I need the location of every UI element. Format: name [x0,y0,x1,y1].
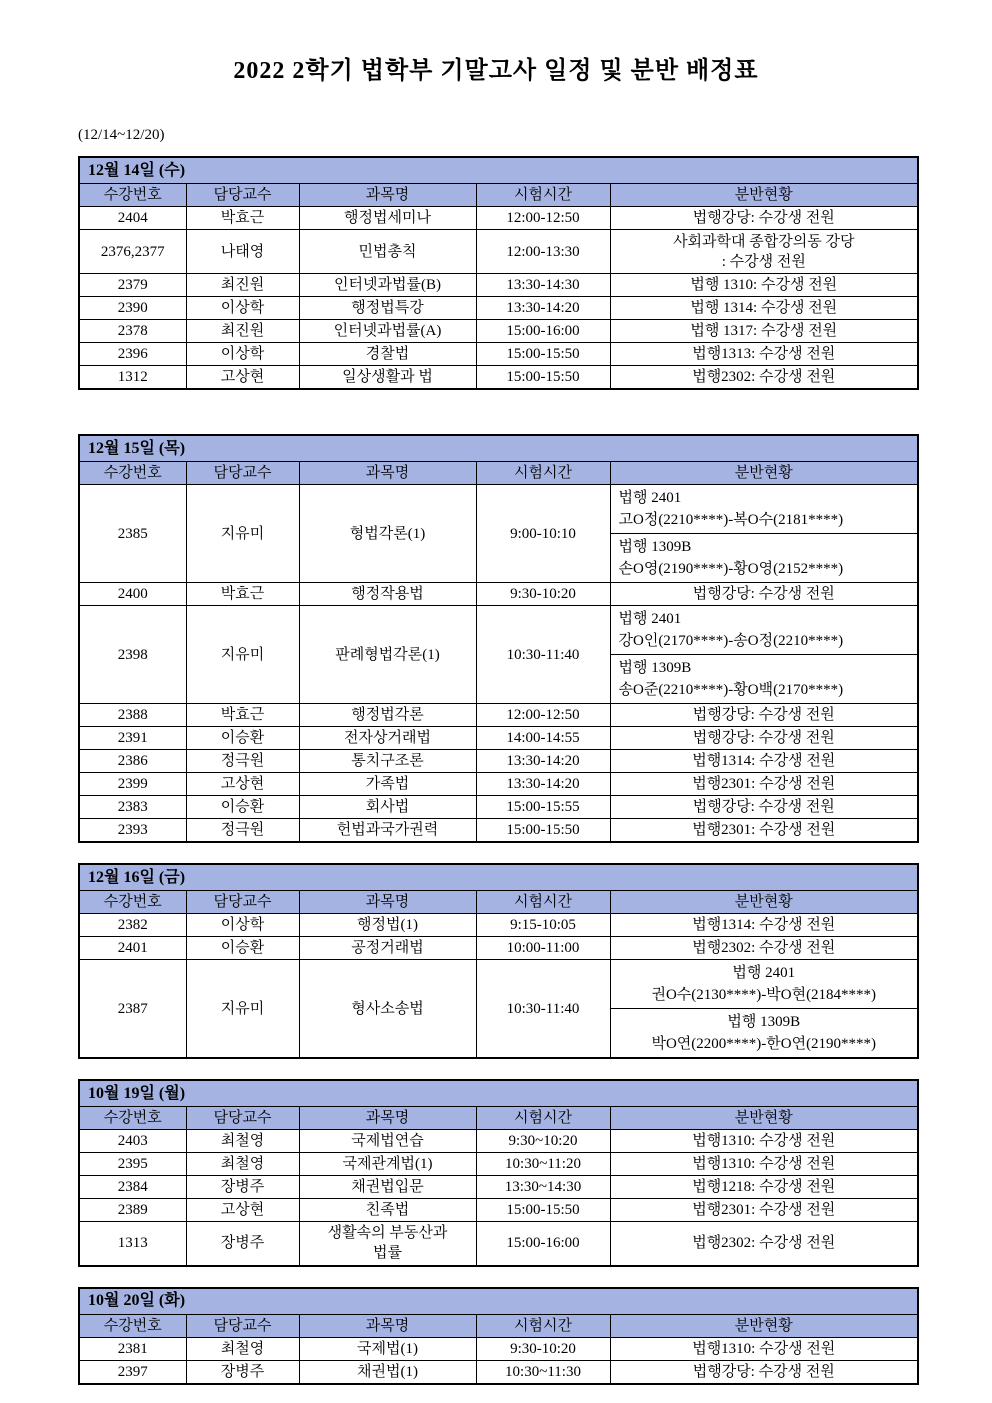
subject-line: 법률 [373,1245,402,1262]
cell-subject [299,1222,476,1266]
column-header-exam-time: 시험시간 [476,1314,610,1337]
column-header-subject: 과목명 [299,462,476,485]
cell-professor: 이상학 [186,343,299,366]
cell-assignment: 법행강당: 수강생 전원 [610,796,918,819]
date-header-cell: 12월 16일 (금) [79,864,918,891]
cell-professor: 최철영 [186,1130,299,1153]
cell-course-code: 2393 [79,819,186,843]
cell-exam-time: 10:30-11:40 [476,960,610,1059]
cell-course-code: 2386 [79,750,186,773]
column-header-assignment: 분반현황 [610,184,918,207]
table-row [79,914,918,937]
assignment-name-range: 고O정(2210****)-복O수(2181****) [618,512,844,529]
cell-exam-time: 9:00-10:10 [476,485,610,583]
assignment-name-range: 송O준(2210****)-황O백(2170****) [618,682,844,699]
exam-table-oct-19 [78,1079,919,1267]
cell-exam-time: 12:00-12:50 [476,207,610,230]
table-date-row [79,864,918,891]
column-header-course-code: 수강번호 [79,1107,186,1130]
assignment-room: 법행 2401 [618,489,682,506]
cell-assignment: 법행강당: 수강생 전원 [610,207,918,230]
cell-subject: 가족법 [299,773,476,796]
cell-assignment [610,606,918,704]
cell-assignment: 법행2301: 수강생 전원 [610,819,918,843]
cell-professor: 나태영 [186,230,299,274]
exam-table-dec-15 [78,434,919,843]
cell-exam-time: 15:00-16:00 [476,320,610,343]
cell-subject: 국제법(1) [299,1337,476,1360]
cell-subject: 국제법연습 [299,1130,476,1153]
cell-course-code: 2390 [79,297,186,320]
column-header-assignment: 분반현황 [610,1314,918,1337]
subject-line: 생활속의 부동산과 [327,1225,448,1242]
cell-professor: 이승환 [186,796,299,819]
cell-exam-time: 9:30-10:20 [476,583,610,606]
table-date-row [79,1288,918,1315]
cell-course-code: 1313 [79,1222,186,1266]
cell-exam-time: 15:00-15:50 [476,343,610,366]
cell-subject: 인터넷과법률(B) [299,274,476,297]
cell-assignment: 법행1314: 수강생 전원 [610,750,918,773]
table-row [79,796,918,819]
cell-subject: 헌법과국가권력 [299,819,476,843]
cell-course-code: 2379 [79,274,186,297]
cell-assignment: 법행 1317: 수강생 전원 [610,320,918,343]
cell-professor: 최철영 [186,1337,299,1360]
column-header-exam-time: 시험시간 [476,1107,610,1130]
cell-professor: 이상학 [186,914,299,937]
cell-professor: 장병주 [186,1176,299,1199]
cell-professor: 장병주 [186,1222,299,1266]
date-header-cell: 12월 14일 (수) [79,157,918,184]
table-date-row [79,1080,918,1107]
cell-assignment: 법행2302: 수강생 전원 [610,1222,918,1266]
column-header-professor: 담당교수 [186,462,299,485]
cell-assignment: 법행강당: 수강생 전원 [610,583,918,606]
table-row [79,274,918,297]
column-header-exam-time: 시험시간 [476,891,610,914]
column-header-assignment: 분반현황 [610,1107,918,1130]
column-header-course-code: 수강번호 [79,891,186,914]
assignment-room: 법행 1309B [618,538,692,555]
cell-professor: 장병주 [186,1360,299,1384]
cell-assignment [610,230,918,274]
table-row [79,1153,918,1176]
cell-professor: 박효근 [186,583,299,606]
column-header-row [79,1107,918,1130]
assignment-room: 법행 1309B [727,1013,801,1030]
cell-course-code: 2387 [79,960,186,1059]
table-row [79,1199,918,1222]
cell-assignment [610,485,918,583]
cell-subject: 채권법입문 [299,1176,476,1199]
cell-course-code: 1312 [79,366,186,390]
table-row [79,727,918,750]
column-header-subject: 과목명 [299,1107,476,1130]
table-row [79,1337,918,1360]
cell-subject: 판례형법각론(1) [299,606,476,704]
column-header-subject: 과목명 [299,891,476,914]
cell-exam-time: 12:00-12:50 [476,704,610,727]
cell-course-code: 2385 [79,485,186,583]
assignment-part [611,1008,918,1057]
cell-course-code: 2376,2377 [79,230,186,274]
assignment-name-range: 권O수(2130****)-박O현(2184****) [651,987,877,1004]
assignment-name-range: 강O인(2170****)-송O정(2210****) [618,633,844,650]
assignment-part [611,654,918,703]
column-header-exam-time: 시험시간 [476,462,610,485]
table-row [79,750,918,773]
cell-subject: 회사법 [299,796,476,819]
table-row [79,819,918,843]
table-row [79,230,918,274]
cell-professor: 지유미 [186,960,299,1059]
table-row [79,297,918,320]
cell-exam-time: 10:00-11:00 [476,937,610,960]
cell-course-code: 2403 [79,1130,186,1153]
cell-professor: 최진원 [186,320,299,343]
cell-exam-time: 14:00-14:55 [476,727,610,750]
assignment-part [611,606,918,654]
cell-professor: 이승환 [186,937,299,960]
cell-subject: 행정작용법 [299,583,476,606]
cell-exam-time: 13:30-14:20 [476,750,610,773]
cell-subject: 공정거래법 [299,937,476,960]
column-header-assignment: 분반현황 [610,462,918,485]
cell-exam-time: 15:00-15:50 [476,366,610,390]
cell-course-code: 2400 [79,583,186,606]
date-range: (12/14~12/20) [78,127,165,143]
column-header-row [79,462,918,485]
cell-exam-time: 10:30-11:40 [476,606,610,704]
cell-exam-time: 10:30~11:20 [476,1153,610,1176]
cell-exam-time: 13:30-14:20 [476,297,610,320]
cell-assignment: 법행1314: 수강생 전원 [610,914,918,937]
cell-course-code: 2382 [79,914,186,937]
column-header-row [79,1314,918,1337]
cell-assignment: 법행강당: 수강생 전원 [610,1360,918,1384]
table-row [79,937,918,960]
cell-course-code: 2396 [79,343,186,366]
table-row [79,1176,918,1199]
assignment-part [611,485,918,533]
cell-assignment: 법행 1314: 수강생 전원 [610,297,918,320]
exam-table-dec-16 [78,863,919,1059]
cell-course-code: 2401 [79,937,186,960]
exam-table-oct-20 [78,1287,919,1385]
table-date-row [79,435,918,462]
cell-assignment: 법행강당: 수강생 전원 [610,704,918,727]
cell-subject: 형사소송법 [299,960,476,1059]
cell-subject: 행정법(1) [299,914,476,937]
cell-assignment: 법행1310: 수강생 전원 [610,1130,918,1153]
cell-exam-time: 15:00-15:50 [476,819,610,843]
cell-subject: 친족법 [299,1199,476,1222]
table-row [79,606,918,704]
cell-professor: 박효근 [186,704,299,727]
cell-exam-time: 13:30-14:30 [476,274,610,297]
column-header-course-code: 수강번호 [79,462,186,485]
column-header-row [79,184,918,207]
table-row [79,1130,918,1153]
date-header-cell: 10월 19일 (월) [79,1080,918,1107]
cell-assignment: 법행2301: 수강생 전원 [610,773,918,796]
cell-course-code: 2381 [79,1337,186,1360]
column-header-professor: 담당교수 [186,1314,299,1337]
cell-professor: 최진원 [186,274,299,297]
table-row [79,343,918,366]
column-header-exam-time: 시험시간 [476,184,610,207]
cell-exam-time: 9:30~10:20 [476,1130,610,1153]
cell-subject: 경찰법 [299,343,476,366]
assignment-part [611,960,918,1008]
cell-professor: 이상학 [186,297,299,320]
assignment-room: 법행 2401 [618,610,682,627]
cell-exam-time: 9:30-10:20 [476,1337,610,1360]
cell-assignment: 법행2302: 수강생 전원 [610,937,918,960]
cell-professor: 지유미 [186,485,299,583]
cell-subject: 형법각론(1) [299,485,476,583]
column-header-professor: 담당교수 [186,1107,299,1130]
cell-course-code: 2384 [79,1176,186,1199]
table-row [79,1222,918,1266]
table-row [79,1360,918,1384]
cell-subject: 전자상거래법 [299,727,476,750]
cell-assignment: 법행강당: 수강생 전원 [610,727,918,750]
cell-subject: 행정법특강 [299,297,476,320]
cell-course-code: 2378 [79,320,186,343]
assignment-name-range: 손O영(2190****)-황O영(2152****) [618,561,844,578]
cell-professor: 박효근 [186,207,299,230]
table-row [79,207,918,230]
cell-subject: 행정법각론 [299,704,476,727]
assignment-line: 사회과학대 종합강의동 강당 [673,233,855,250]
table-row [79,960,918,1059]
column-header-assignment: 분반현황 [610,891,918,914]
date-header-cell: 10월 20일 (화) [79,1288,918,1315]
assignment-room: 법행 2401 [732,964,796,981]
table-row [79,320,918,343]
date-header-cell: 12월 15일 (목) [79,435,918,462]
cell-exam-time: 15:00-15:55 [476,796,610,819]
cell-assignment: 법행1313: 수강생 전원 [610,343,918,366]
cell-professor: 정극원 [186,750,299,773]
cell-subject: 민법총칙 [299,230,476,274]
cell-professor: 고상현 [186,1199,299,1222]
column-header-subject: 과목명 [299,1314,476,1337]
cell-subject: 국제관계법(1) [299,1153,476,1176]
cell-assignment: 법행2301: 수강생 전원 [610,1199,918,1222]
cell-assignment: 법행1218: 수강생 전원 [610,1176,918,1199]
cell-assignment: 법행1310: 수강생 전원 [610,1337,918,1360]
cell-exam-time: 15:00-15:50 [476,1199,610,1222]
cell-course-code: 2391 [79,727,186,750]
cell-course-code: 2404 [79,207,186,230]
cell-subject: 일상생활과 법 [299,366,476,390]
cell-exam-time: 12:00-13:30 [476,230,610,274]
cell-course-code: 2395 [79,1153,186,1176]
cell-subject: 통치구조론 [299,750,476,773]
cell-subject: 행정법세미나 [299,207,476,230]
assignment-part [611,533,918,582]
table-row [79,583,918,606]
cell-professor: 지유미 [186,606,299,704]
cell-exam-time: 13:30~14:30 [476,1176,610,1199]
cell-assignment: 법행1310: 수강생 전원 [610,1153,918,1176]
column-header-subject: 과목명 [299,184,476,207]
exam-table-dec-14 [78,156,919,390]
cell-assignment [610,960,918,1059]
cell-exam-time: 15:00-16:00 [476,1222,610,1266]
column-header-row [79,891,918,914]
cell-professor: 이승환 [186,727,299,750]
column-header-professor: 담당교수 [186,891,299,914]
table-row [79,773,918,796]
cell-course-code: 2397 [79,1360,186,1384]
page-title: 2022 2학기 법학부 기말고사 일정 및 분반 배정표 [233,58,759,84]
cell-assignment: 법행 1310: 수강생 전원 [610,274,918,297]
cell-exam-time: 10:30~11:30 [476,1360,610,1384]
cell-course-code: 2398 [79,606,186,704]
table-date-row [79,157,918,184]
assignment-name-range: 박O연(2200****)-한O연(2190****) [651,1036,877,1053]
cell-subject: 채권법(1) [299,1360,476,1384]
cell-professor: 고상현 [186,366,299,390]
cell-course-code: 2389 [79,1199,186,1222]
table-row [79,366,918,390]
cell-professor: 최철영 [186,1153,299,1176]
assignment-line: : 수강생 전원 [721,253,806,270]
cell-assignment: 법행2302: 수강생 전원 [610,366,918,390]
assignment-room: 법행 1309B [618,659,692,676]
cell-course-code: 2388 [79,704,186,727]
cell-professor: 정극원 [186,819,299,843]
cell-professor: 고상현 [186,773,299,796]
cell-exam-time: 9:15-10:05 [476,914,610,937]
cell-subject: 인터넷과법률(A) [299,320,476,343]
table-row [79,485,918,583]
cell-course-code: 2383 [79,796,186,819]
cell-exam-time: 13:30-14:20 [476,773,610,796]
column-header-course-code: 수강번호 [79,184,186,207]
column-header-course-code: 수강번호 [79,1314,186,1337]
column-header-professor: 담당교수 [186,184,299,207]
table-row [79,704,918,727]
cell-course-code: 2399 [79,773,186,796]
